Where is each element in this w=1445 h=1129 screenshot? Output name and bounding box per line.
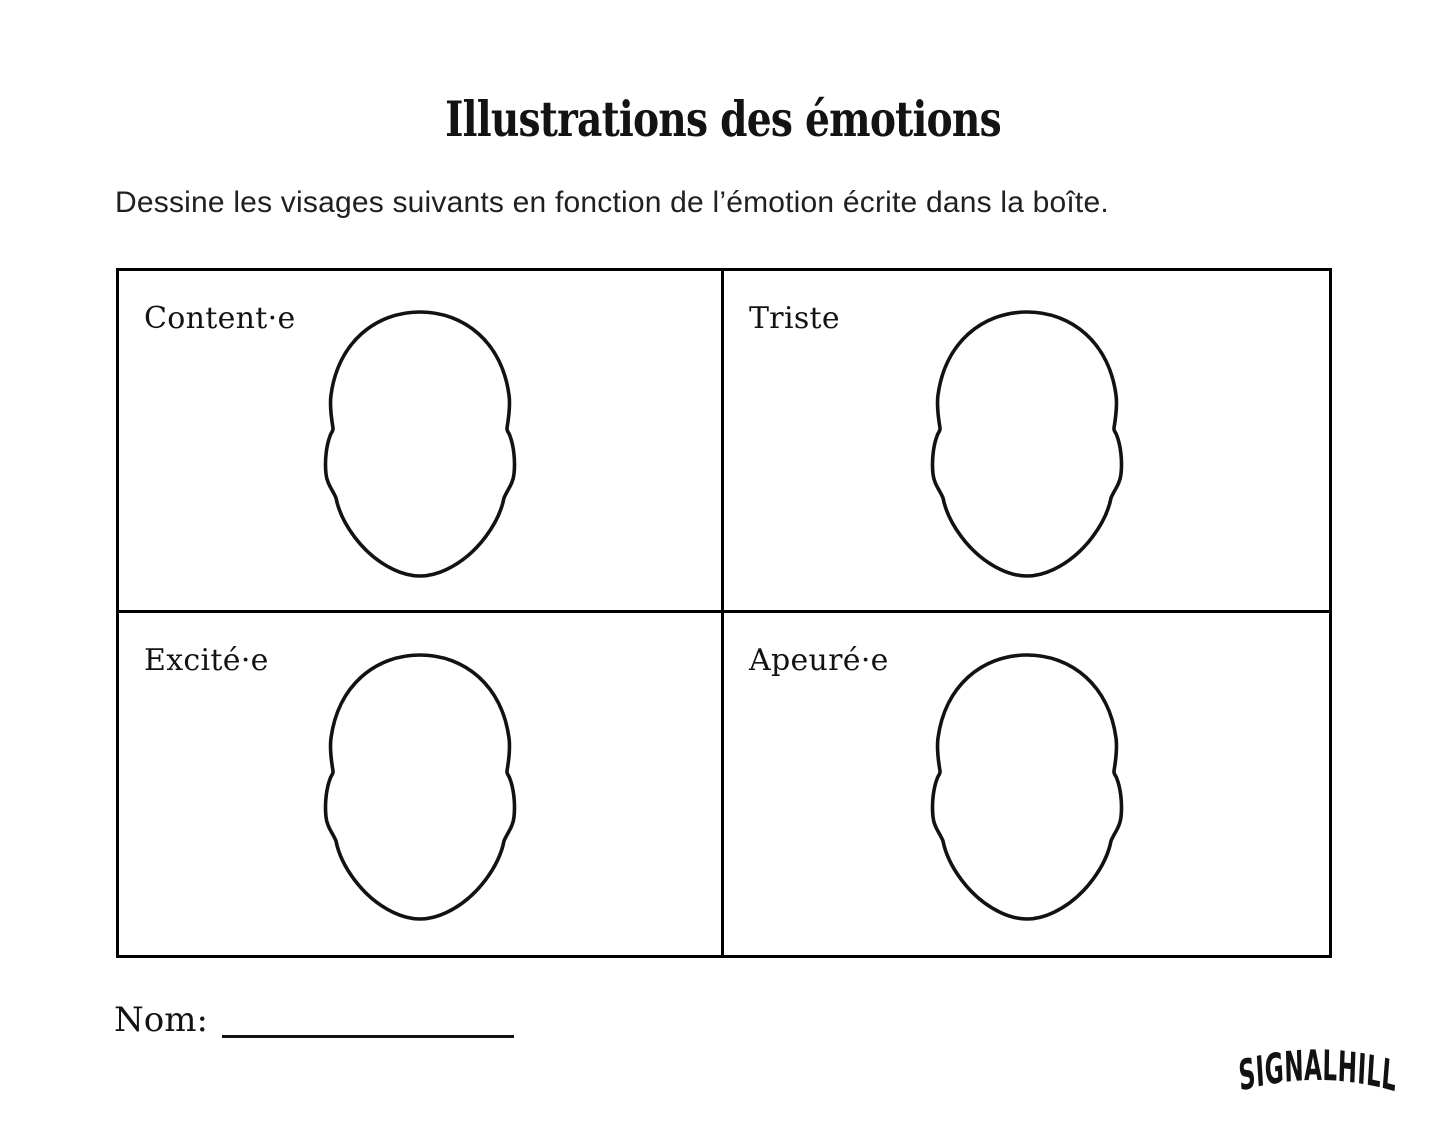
blank-face-outline <box>315 309 525 581</box>
blank-face-outline <box>315 652 525 924</box>
name-row <box>114 1001 514 1040</box>
emotion-label: Apeuré·e <box>749 643 889 678</box>
instruction-text: Dessine les visages suivants en fonction de l’émotion écrite dans la boîte. <box>115 186 1109 219</box>
emotion-label: Content·e <box>144 301 296 336</box>
emotion-cell-triste <box>724 271 1329 613</box>
signalhill-logo-text: SIGNALHILL <box>1236 1041 1399 1102</box>
emotion-label: Triste <box>749 301 840 336</box>
blank-face-outline <box>922 652 1132 924</box>
emotion-cell-apeure-e <box>724 613 1329 955</box>
name-label: Nom: <box>114 1000 208 1040</box>
page-title: Illustrations des émotions <box>444 90 1001 148</box>
emotions-grid <box>116 268 1332 958</box>
svg-text:SIGNALHILL <box>1237 1041 1399 1101</box>
emotion-cell-content-e <box>119 271 724 613</box>
emotion-label: Excité·e <box>144 643 269 678</box>
name-blank-line <box>222 1001 514 1038</box>
signalhill-logo <box>1236 1034 1404 1106</box>
blank-face-outline <box>922 309 1132 581</box>
emotion-cell-excite-e <box>119 613 724 955</box>
